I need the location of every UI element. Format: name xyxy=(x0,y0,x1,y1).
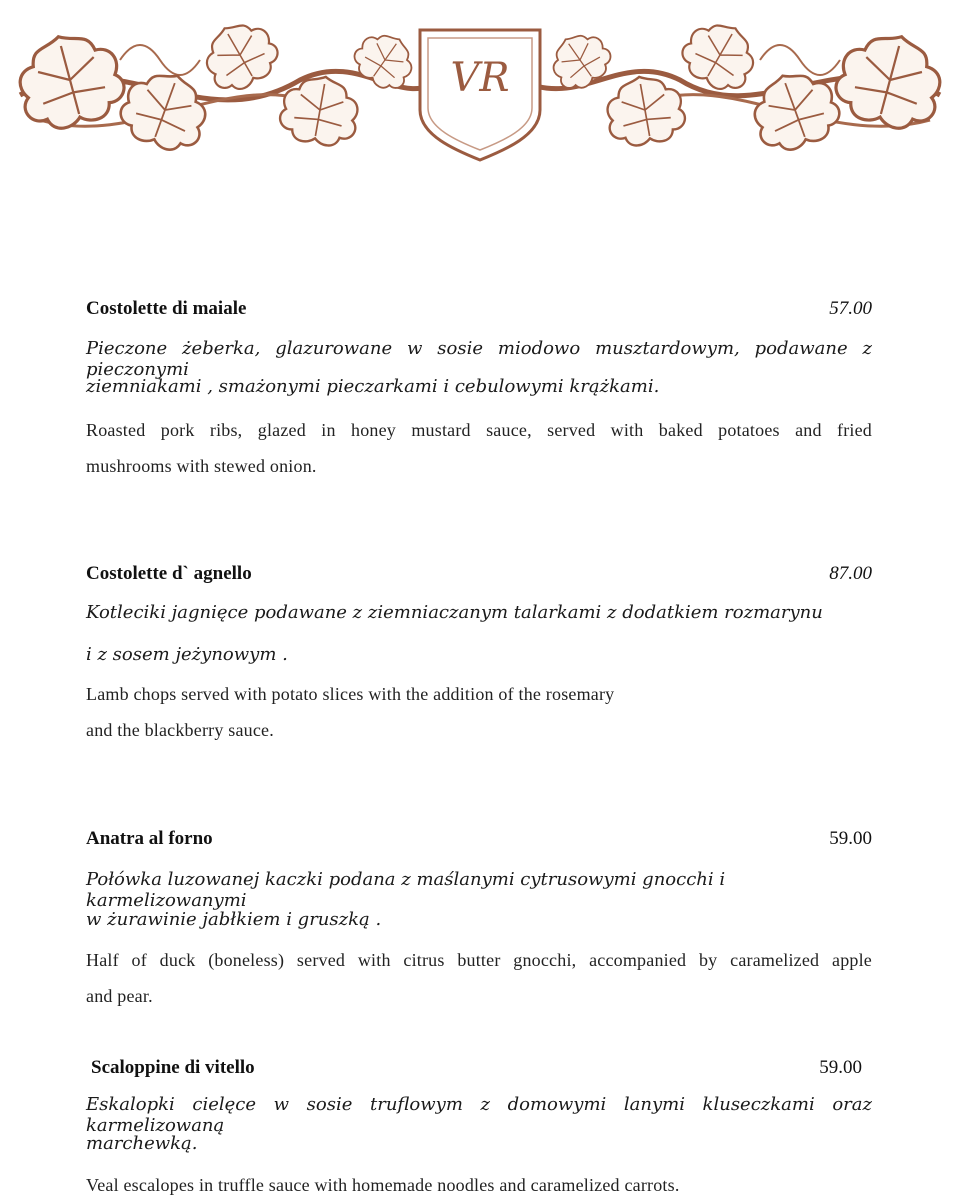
dish-description-pl: ziemniakami , smażonymi pieczarkami i cebulowymi krążkami. xyxy=(86,376,660,397)
menu-item-title-row xyxy=(86,563,872,585)
dish-description-en: and the blackberry sauce. xyxy=(86,720,274,740)
dish-title: Anatra al forno xyxy=(86,828,213,849)
dish-description-pl: Połówka luzowanej kaczki podana z maślanymi cytrusowymi gnocchi i karmelizowanymi xyxy=(86,869,726,911)
dish-description-en: mushrooms with stewed onion. xyxy=(86,456,317,476)
dish-description-en: Roasted pork ribs, glazed in honey mustard sauce, served with baked potatoes and fried xyxy=(86,420,872,440)
dish-description-pl: Kotleciki jagnięce podawane z ziemniaczanym talarkami z dodatkiem rozmarynu xyxy=(86,602,823,623)
dish-title: Costolette d` agnello xyxy=(86,563,252,584)
dish-title: Costolette di maiale xyxy=(86,298,247,319)
dish-price: 59.00 xyxy=(819,1057,862,1078)
dish-description-en: Lamb chops served with potato slices with the addition of the rosemary xyxy=(86,684,615,704)
dish-description-en: Veal escalopes in truffle sauce with homemade noodles and caramelized carrots. xyxy=(86,1175,680,1195)
dish-price: 87.00 xyxy=(829,563,872,584)
dish-description-pl: Eskalopki cielęce w sosie truflowym z domowymi lanymi kluseczkami oraz karmelizowaną xyxy=(86,1094,872,1136)
menu-item-title-row xyxy=(86,298,872,320)
dish-description-pl: Pieczone żeberka, glazurowane w sosie miodowo musztardowym, podawane z pieczonymi xyxy=(86,338,872,380)
dish-price: 57.00 xyxy=(829,298,872,319)
dish-description-en: Half of duck (boneless) served with citrus butter gnocchi, accompanied by caramelized apple xyxy=(86,950,872,970)
crest-logo-text: VR xyxy=(450,55,510,101)
dish-description-pl: i z sosem jeżynowym . xyxy=(86,644,288,665)
dish-title: Scaloppine di vitello xyxy=(91,1057,255,1078)
dish-description-en: and pear. xyxy=(86,986,153,1006)
menu-item-title-row xyxy=(86,828,872,850)
menu-item-title-row xyxy=(91,1057,862,1079)
dish-description-pl: w żurawinie jabłkiem i gruszką . xyxy=(86,909,382,930)
dish-price: 59.00 xyxy=(829,828,872,849)
dish-description-pl: marchewką. xyxy=(86,1133,198,1154)
